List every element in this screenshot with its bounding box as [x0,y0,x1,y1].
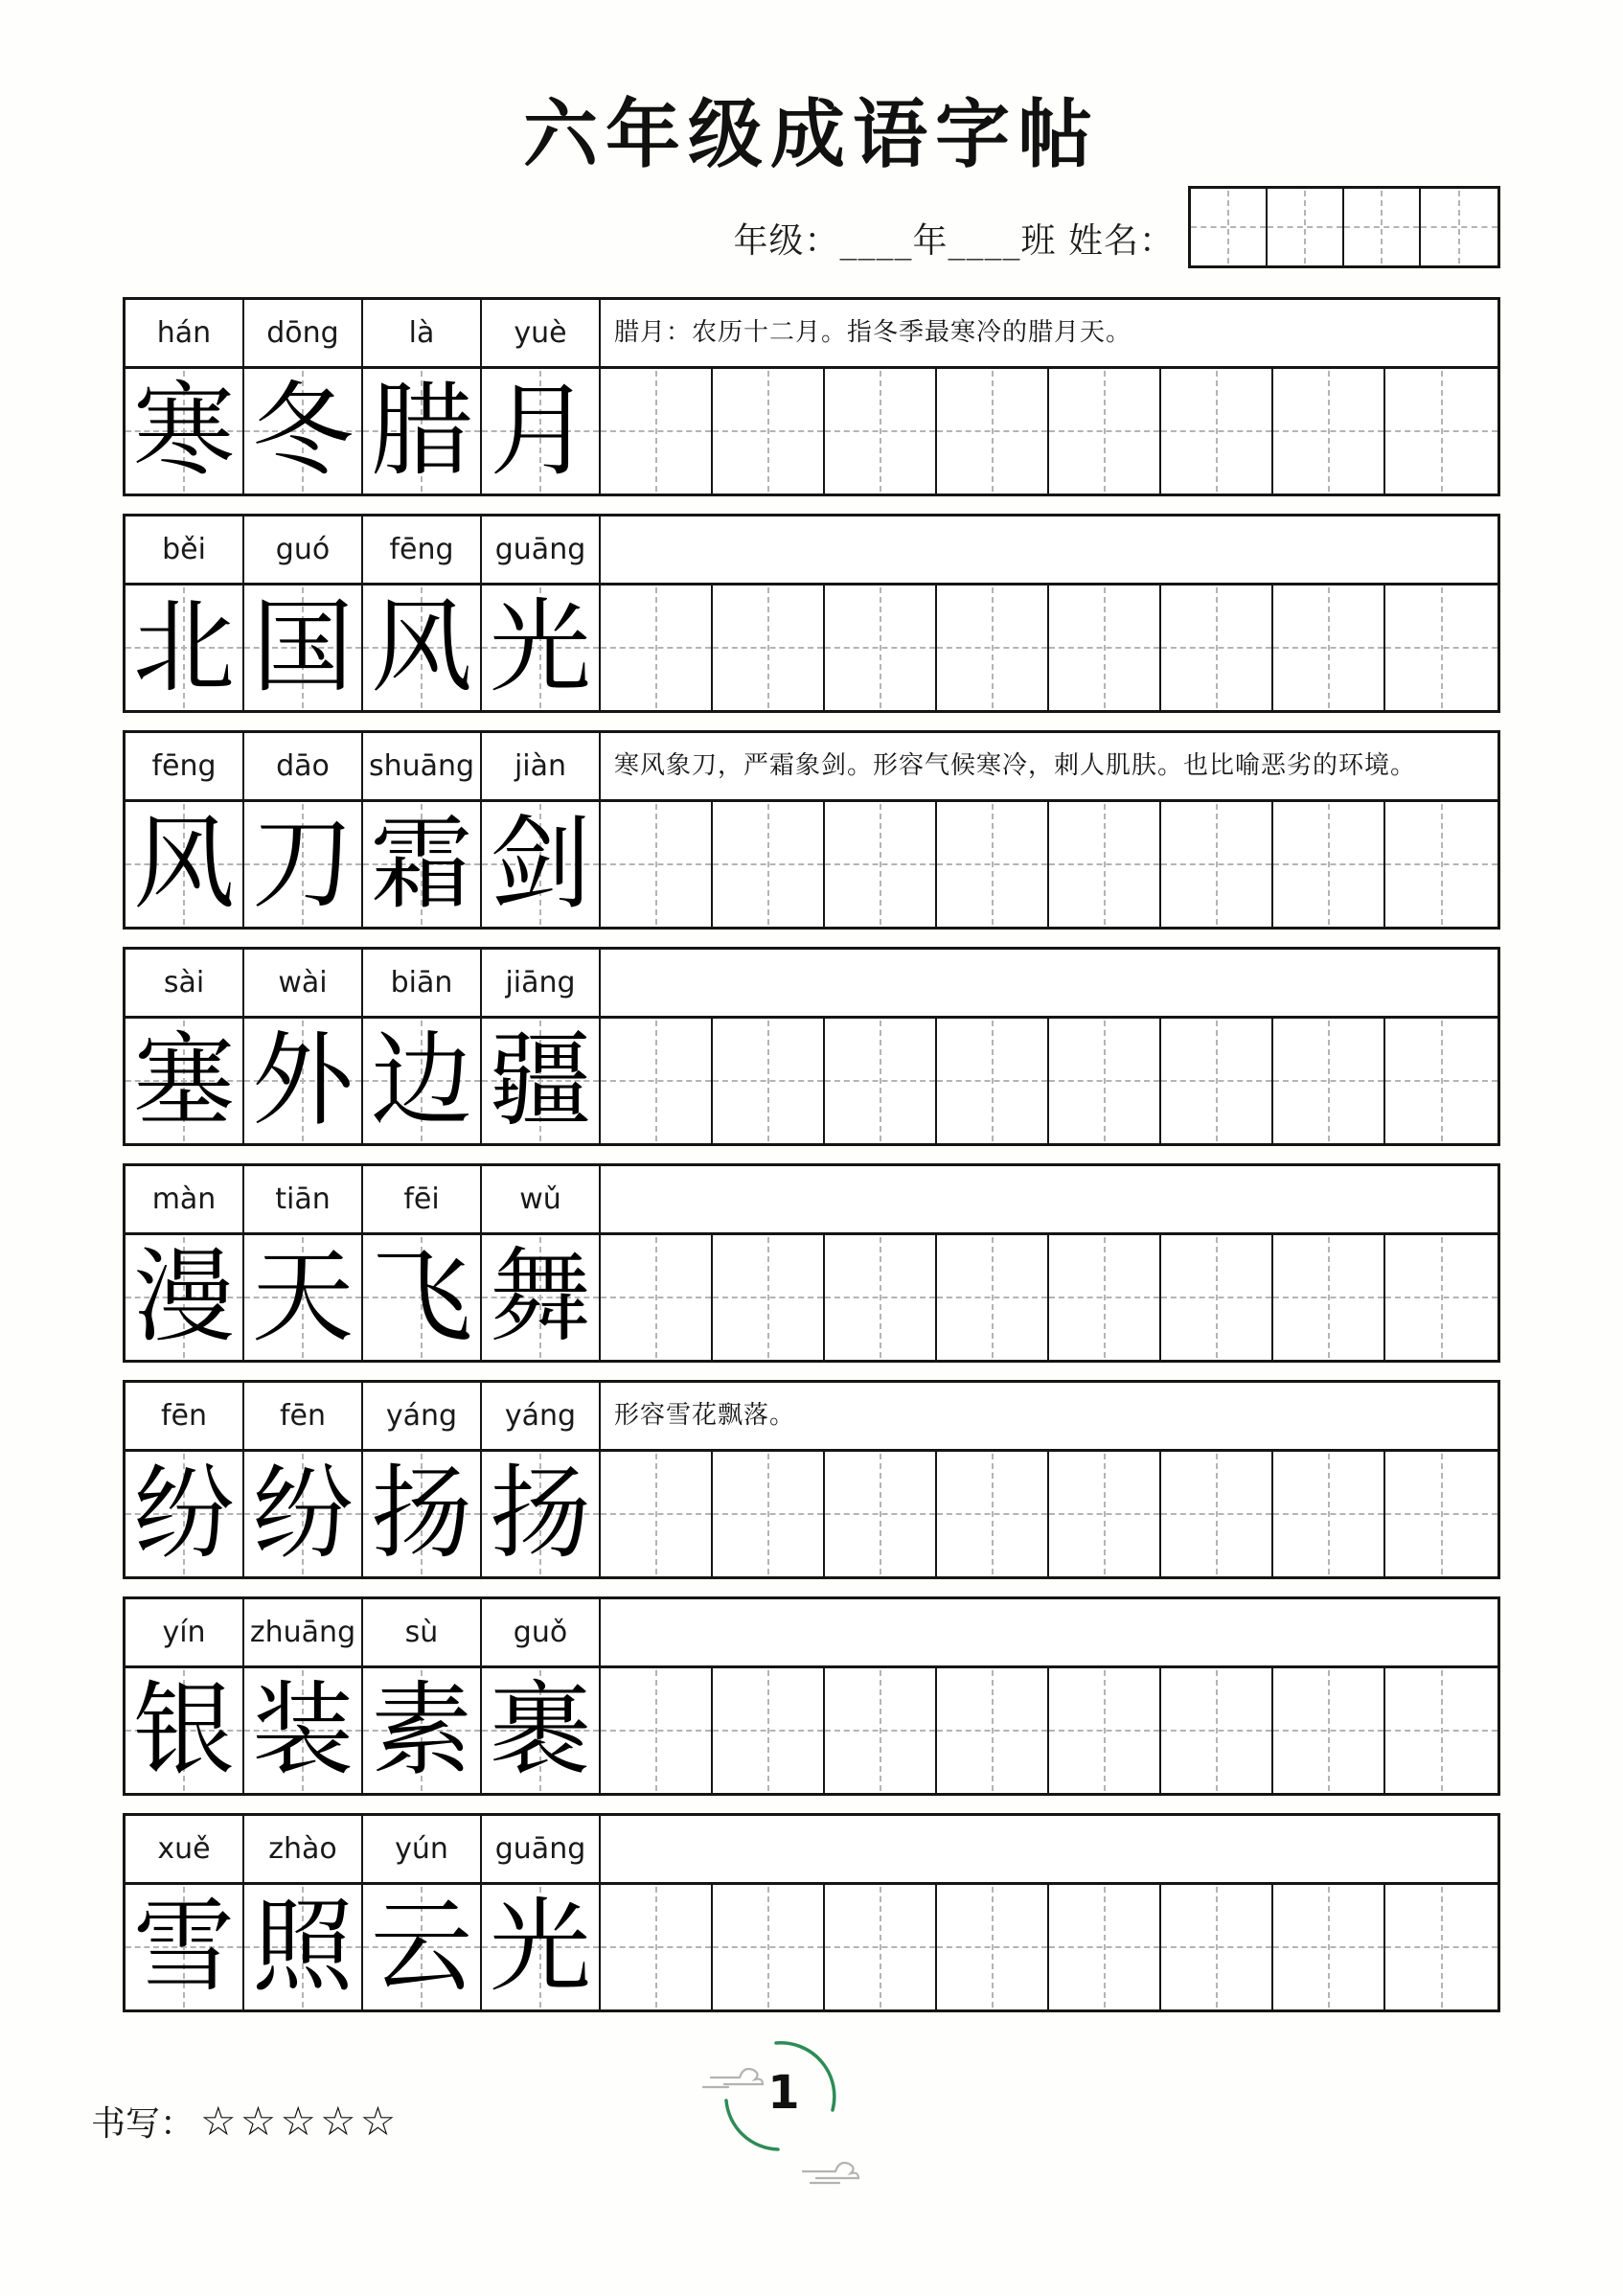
hanzi-character: 疆 [490,1022,591,1139]
definition-text [601,1599,1497,1665]
practice-cell [1049,1885,1161,2009]
hanzi-character: 腊 [371,372,472,490]
character-cell [363,1235,482,1360]
practice-cell [713,369,825,494]
character-cell [363,802,482,927]
practice-cell [1273,1235,1385,1360]
practice-cell [601,1668,713,1793]
idiom-block [123,297,1500,496]
idiom-block [123,514,1500,713]
practice-cell [1273,1885,1385,2009]
pinyin-cell: xuě [126,1816,244,1882]
pinyin-cell: yín [126,1599,244,1665]
definition-text [601,1166,1497,1232]
hanzi-character: 纷 [252,1455,354,1573]
pinyin-cell: guó [244,517,363,583]
pinyin-cell: jiàn [482,733,601,799]
idiom-header [126,1383,1497,1452]
definition-text: 形容雪花飘落。 [614,1400,796,1430]
hanzi-character: 舞 [490,1238,591,1356]
name-grid-cell [1191,189,1268,265]
practice-cell [713,585,825,710]
practice-cell [1161,1019,1273,1143]
practice-cell [1385,1235,1497,1360]
character-cell [363,1452,482,1576]
practice-cell [1049,1019,1161,1143]
pinyin-cell: sù [363,1599,482,1665]
pinyin-cell: yuè [482,300,601,366]
pinyin-cell: yún [363,1816,482,1882]
grade-name-text [733,214,1175,268]
hanzi-character: 扬 [371,1455,472,1573]
practice-cell [825,585,937,710]
class-label: 班 [1020,221,1057,261]
practice-cell [1273,585,1385,710]
hanzi-character: 银 [133,1671,235,1789]
practice-cell [825,369,937,494]
practice-cell [825,1019,937,1143]
practice-cell [601,802,713,927]
character-cell [482,1668,601,1793]
character-cell [126,369,244,494]
pinyin-cell: zhào [244,1816,363,1882]
definition-text [601,517,1497,583]
decorative-arcs-icon [697,2037,866,2210]
hanzi-character: 扬 [490,1455,591,1573]
character-cell [244,369,363,494]
name-grid-cell [1268,189,1344,265]
definition-text: 寒风象刀，严霜象剑。形容气候寒冷，刺人肌肤。也比喻恶劣的环境。 [614,750,1417,780]
practice-cell [1161,585,1273,710]
hanzi-character: 霜 [371,805,472,923]
grade-name-line [733,186,1500,268]
idiom-header [126,1166,1497,1235]
practice-cell [713,1452,825,1576]
practice-row [126,1885,1497,2009]
hanzi-character: 素 [371,1671,472,1789]
practice-row [126,1235,1497,1360]
practice-cell [937,585,1049,710]
character-cell [363,585,482,710]
idiom-block [123,1813,1500,2012]
practice-cell [713,1885,825,2009]
rating-stars: ☆☆☆☆☆ [200,2098,400,2145]
practice-cell [1161,1452,1273,1576]
practice-cell [713,802,825,927]
practice-cell [1161,1885,1273,2009]
hanzi-character: 风 [371,588,472,706]
practice-cell [1385,1668,1497,1793]
hanzi-character: 塞 [133,1022,235,1139]
idiom-block [123,1163,1500,1363]
name-grid-cell [1344,189,1421,265]
class-blank: ____ [948,221,1021,261]
hanzi-character: 照 [252,1888,354,2006]
hanzi-character: 光 [490,1888,591,2006]
definition-text [601,950,1497,1016]
hanzi-character: 刀 [252,805,354,923]
hanzi-character: 装 [252,1671,354,1789]
practice-row [126,369,1497,494]
pinyin-cell: dōng [244,300,363,366]
pinyin-cell: là [363,300,482,366]
practice-cell [1385,1019,1497,1143]
practice-cell [1385,1452,1497,1576]
pinyin-cell: guāng [482,1816,601,1882]
hanzi-character: 纷 [133,1455,235,1573]
writing-rating [91,2097,400,2146]
character-cell [244,1885,363,2009]
character-cell [482,369,601,494]
character-cell [244,802,363,927]
pinyin-cell: fēn [126,1383,244,1449]
practice-cell [713,1668,825,1793]
character-cell [363,1668,482,1793]
practice-cell [601,1885,713,2009]
practice-cell [1049,585,1161,710]
idiom-header [126,300,1497,369]
hanzi-character: 月 [490,372,591,490]
grade-blank: ____ [839,221,913,261]
name-grid-cell [1421,189,1497,265]
pinyin-cell: wài [244,950,363,1016]
page-title: 六年级成语字帖 [522,91,1100,178]
character-cell [126,1019,244,1143]
practice-cell [601,1019,713,1143]
practice-cell [601,1452,713,1576]
pinyin-cell: tiān [244,1166,363,1232]
practice-cell [1385,369,1497,494]
hanzi-character: 寒 [133,372,235,490]
idiom-header [126,517,1497,585]
pinyin-cell: wǔ [482,1166,601,1232]
character-cell [363,369,482,494]
character-cell [482,1235,601,1360]
practice-cell [937,802,1049,927]
practice-cell [601,1235,713,1360]
pinyin-cell: guāng [482,517,601,583]
character-cell [126,585,244,710]
idiom-block [123,1380,1500,1579]
hanzi-character: 边 [371,1022,472,1139]
character-cell [482,1452,601,1576]
character-cell [126,1885,244,2009]
practice-cell [1273,802,1385,927]
hanzi-character: 裹 [490,1671,591,1789]
practice-cell [825,1885,937,2009]
practice-cell [1049,1668,1161,1793]
practice-cell [713,1235,825,1360]
practice-cell [1385,585,1497,710]
character-cell [244,1235,363,1360]
page-number: 1 [767,2066,800,2120]
pinyin-cell: hán [126,300,244,366]
character-cell [244,1668,363,1793]
hanzi-character: 漫 [133,1238,235,1356]
definition-text [601,1816,1497,1882]
character-cell [244,1019,363,1143]
blocks [123,297,1500,2030]
character-cell [482,585,601,710]
grade-label: 年级： [733,221,840,261]
character-cell [126,1452,244,1576]
practice-cell [601,585,713,710]
practice-cell [1161,1235,1273,1360]
pinyin-cell: běi [126,517,244,583]
practice-cell [713,1019,825,1143]
practice-cell [1273,369,1385,494]
pinyin-cell: dāo [244,733,363,799]
idiom-block [123,1596,1500,1796]
idiom-header [126,733,1497,802]
practice-cell [825,802,937,927]
idiom-block [123,730,1500,930]
hanzi-character: 云 [371,1888,472,2006]
practice-row [126,1452,1497,1576]
practice-cell [1385,802,1497,927]
hanzi-character: 天 [252,1238,354,1356]
idiom-header [126,1816,1497,1885]
pinyin-cell: fēng [126,733,244,799]
hanzi-character: 风 [133,805,235,923]
practice-cell [1161,1668,1273,1793]
pinyin-cell: yáng [482,1383,601,1449]
practice-row [126,585,1497,710]
character-cell [126,1235,244,1360]
pinyin-cell: shuāng [363,733,482,799]
character-cell [482,1885,601,2009]
practice-cell [937,1019,1049,1143]
page-number-decoration [697,2037,866,2210]
hanzi-character: 国 [252,588,354,706]
practice-cell [1273,1452,1385,1576]
practice-row [126,1668,1497,1793]
cloud-motif-icon [803,2163,858,2183]
practice-cell [825,1452,937,1576]
practice-cell [1385,1885,1497,2009]
practice-cell [937,1668,1049,1793]
hanzi-character: 雪 [133,1888,235,2006]
idiom-header [126,950,1497,1019]
pinyin-cell: fēi [363,1166,482,1232]
practice-cell [825,1668,937,1793]
idiom-header [126,1599,1497,1668]
practice-cell [601,369,713,494]
hanzi-character: 外 [252,1022,354,1139]
pinyin-cell: màn [126,1166,244,1232]
definition-text: 腊月：农历十二月。指冬季最寒冷的腊月天。 [614,317,1132,347]
practice-cell [1161,802,1273,927]
idiom-block [123,947,1500,1146]
hanzi-character: 飞 [371,1238,472,1356]
pinyin-cell: zhuāng [244,1599,363,1665]
character-cell [244,585,363,710]
character-cell [244,1452,363,1576]
practice-cell [1161,369,1273,494]
hanzi-character: 光 [490,588,591,706]
practice-cell [825,1235,937,1360]
character-cell [126,802,244,927]
hanzi-character: 北 [133,588,235,706]
character-cell [363,1019,482,1143]
practice-cell [1049,802,1161,927]
pinyin-cell: fēng [363,517,482,583]
practice-row [126,802,1497,927]
practice-cell [937,1235,1049,1360]
practice-cell [937,1885,1049,2009]
character-cell [482,802,601,927]
pinyin-cell: yáng [363,1383,482,1449]
practice-cell [1273,1668,1385,1793]
cloud-motif-icon [703,2069,763,2087]
character-cell [126,1668,244,1793]
pinyin-cell: jiāng [482,950,601,1016]
practice-cell [1049,1452,1161,1576]
hanzi-character: 冬 [252,372,354,490]
hanzi-character: 剑 [490,805,591,923]
pinyin-cell: biān [363,950,482,1016]
practice-cell [1049,369,1161,494]
practice-cell [937,369,1049,494]
practice-row [126,1019,1497,1143]
practice-cell [1049,1235,1161,1360]
pinyin-cell: fēn [244,1383,363,1449]
character-cell [363,1885,482,2009]
pinyin-cell: sài [126,950,244,1016]
pinyin-cell: guǒ [482,1599,601,1665]
practice-cell [937,1452,1049,1576]
practice-cell [1273,1019,1385,1143]
character-cell [482,1019,601,1143]
name-label: 姓名： [1067,221,1175,261]
year-label: 年 [912,221,949,261]
name-writing-grid [1188,186,1500,268]
writing-label: 书写： [91,2104,195,2144]
